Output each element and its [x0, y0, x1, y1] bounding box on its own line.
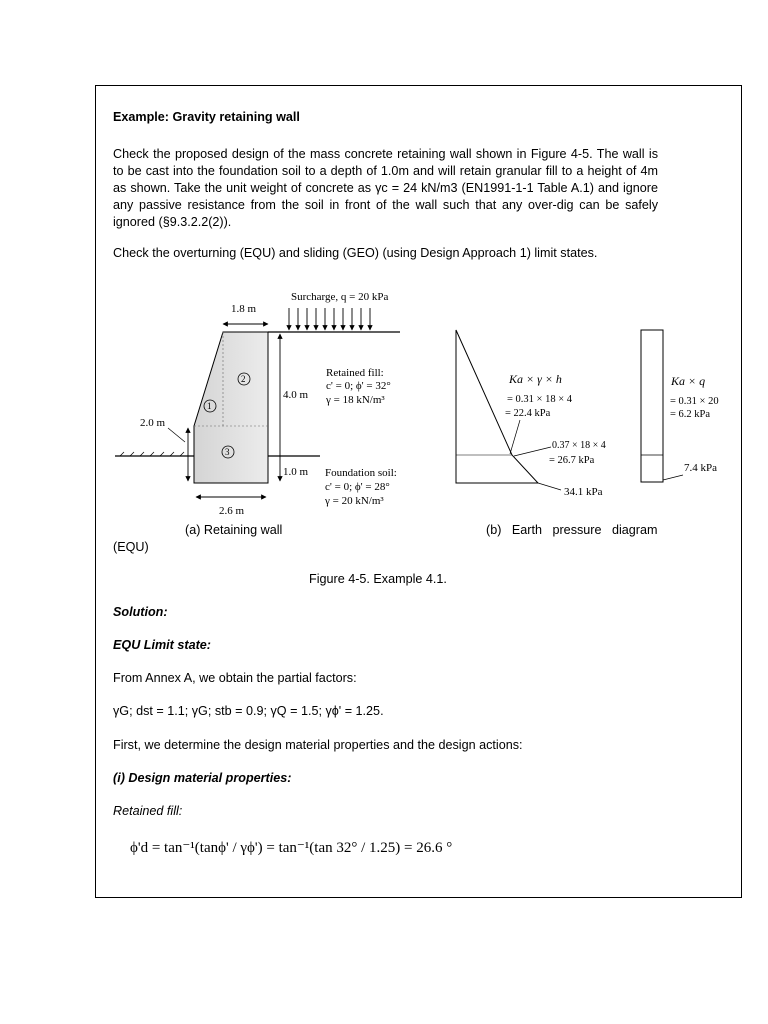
retaining-wall-diagram [110, 284, 430, 520]
surcharge-result: = 6.2 kPa [670, 409, 711, 420]
retained-fill-label: Retained fill: [113, 804, 183, 818]
intro-paragraph: Check the proposed design of the mass concrete retaining wall shown in Figure 4-5. The wall is to be cast into the foundation soil to a depth of 1.0m and will retain granular fill to a height of 4m as shown. Take the unit weight of concrete as γc = 24 kN/m3 (EN1991-1-1 Table A.1) and ignore any passive resistance from the soil in front of the wall such that any over-dig can be safely ignored (§9.3.2.2(2)). [113, 147, 658, 229]
soil-pressure-polygon [456, 330, 538, 483]
caption-b: (b) Earth pressure diagram [486, 523, 658, 537]
soil-calc: = 0.31 × 18 × 4 [507, 394, 573, 405]
solution-label: Solution: [113, 605, 168, 619]
equ-label: EQU Limit state: [113, 638, 211, 652]
figure-title: Figure 4-5. Example 4.1. [309, 572, 447, 586]
bottom-pressure: 34.1 kPa [564, 486, 603, 498]
retained-fill-unit-weight: γ = 18 kN/m³ [326, 394, 385, 406]
first-text: First, we determine the design material properties and the design actions: [113, 738, 523, 752]
surcharge-arrows [289, 308, 370, 330]
design-material-heading: (i) Design material properties: [113, 771, 292, 785]
svg-text:1: 1 [207, 401, 212, 411]
soil-result: = 22.4 kPa [505, 408, 551, 419]
embed-depth-label: 1.0 m [283, 466, 309, 478]
top-width-label: 1.8 m [231, 303, 257, 315]
base-width-label: 2.6 m [219, 505, 245, 517]
surcharge-pressure-rect [641, 330, 663, 482]
soil-formula: Ka × γ × h [509, 372, 562, 386]
wall-body [194, 332, 268, 483]
limit-state-paragraph: Check the overturning (EQU) and sliding (GEO) (using Design Approach 1) limit states. [113, 246, 598, 260]
foundation-title: Foundation soil: [325, 467, 397, 479]
partial-factors: γG; dst = 1.1; γG; stb = 0.9; γQ = 1.5; γϕ' = 1.25. [113, 704, 384, 718]
earth-pressure-diagram [448, 320, 748, 510]
surcharge-formula: Ka × q [671, 374, 706, 388]
surcharge-label: Surcharge, q = 20 kPa [291, 291, 389, 303]
caption-b-cont: (EQU) [113, 540, 149, 554]
retained-fill-title: Retained fill: [326, 367, 384, 379]
surcharge-bottom-pressure: 7.4 kPa [684, 462, 717, 474]
foundation-unit-weight: γ = 20 kN/m³ [325, 495, 384, 507]
design-angle-equation: ϕ'd = tan⁻¹(tanϕ' / γϕ') = tan⁻¹(tan 32° / 1.25) = 26.6 ° [130, 840, 453, 856]
example-heading: Example: Gravity retaining wall [113, 110, 300, 124]
mid-calc: 0.37 × 18 × 4 [552, 440, 606, 451]
annex-text: From Annex A, we obtain the partial factors: [113, 671, 357, 685]
mid-result: = 26.7 kPa [549, 455, 595, 466]
retained-height-label: 4.0 m [283, 389, 309, 401]
svg-text:2: 2 [241, 374, 246, 384]
retained-fill-props: c' = 0; ϕ' = 32° [326, 380, 391, 392]
foundation-props: c' = 0; ϕ' = 28° [325, 481, 390, 493]
caption-a: (a) Retaining wall [185, 523, 283, 537]
svg-text:3: 3 [225, 447, 230, 457]
left-height-label: 2.0 m [140, 417, 166, 429]
surcharge-calc: = 0.31 × 20 [670, 396, 719, 407]
